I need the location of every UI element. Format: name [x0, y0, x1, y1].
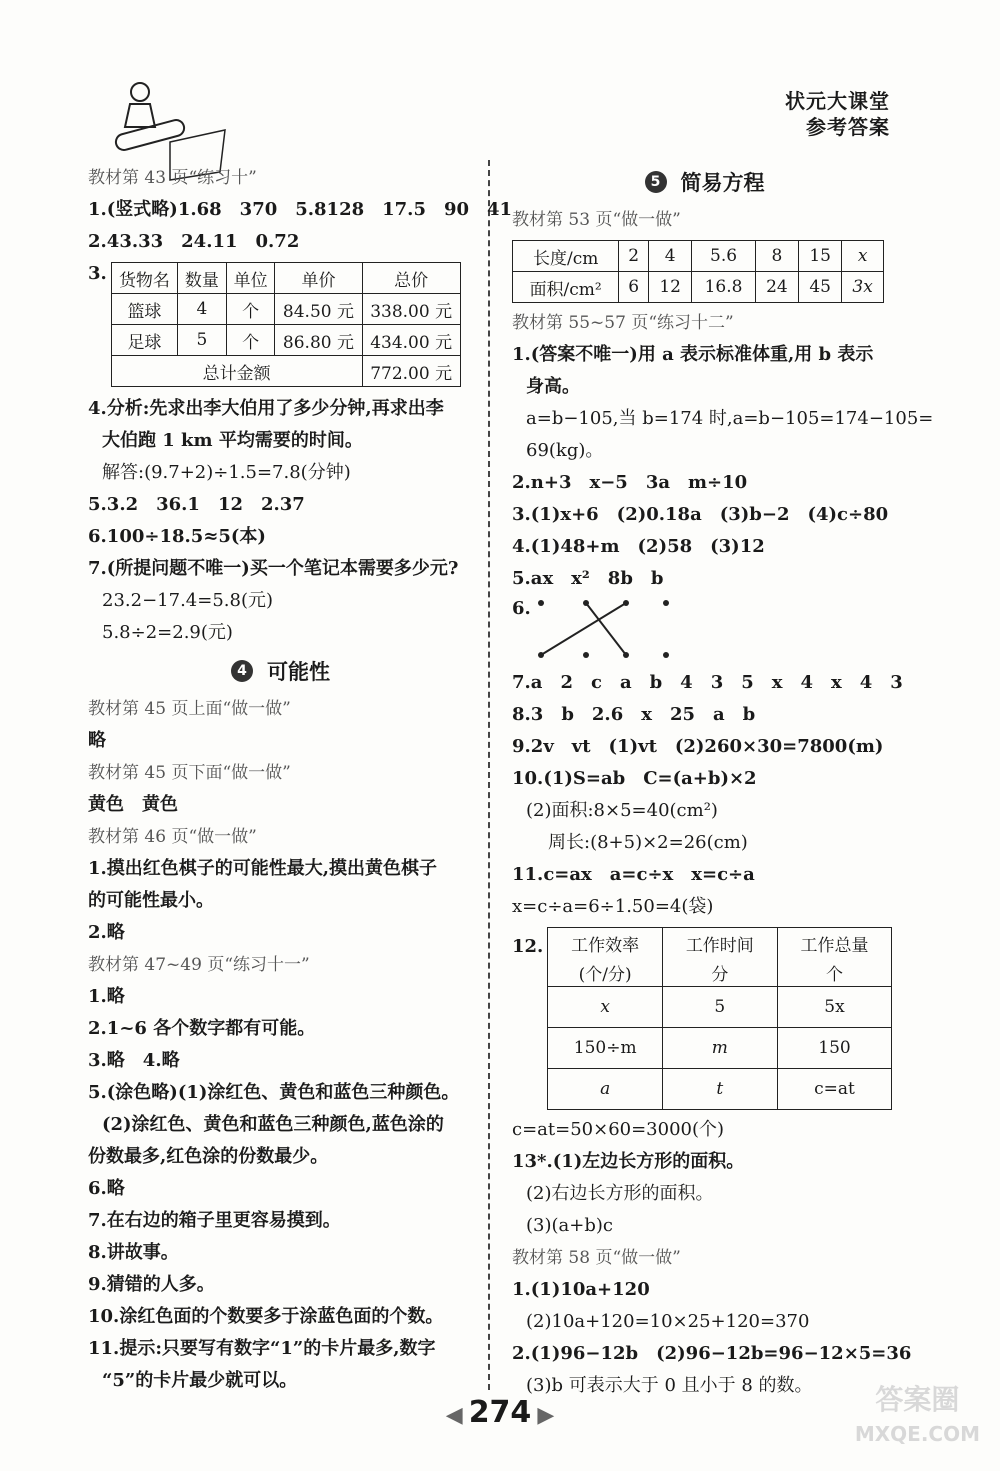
table-cell: 长度/cm — [513, 241, 619, 272]
table-header: 工作时间 — [662, 928, 777, 959]
table-header: 个 — [777, 958, 892, 987]
answer-line: 1.(1)10a+120 — [512, 1279, 650, 1300]
answer-line: 4.分析:先求出李大伯用了多少分钟,再求出李 — [88, 398, 444, 419]
page-number — [0, 1395, 1000, 1430]
answer-line: (2)面积:8×5=40(cm²) — [526, 800, 718, 821]
matching-lines-diagram — [531, 595, 691, 665]
table-cell: 个 — [226, 294, 275, 325]
answer-number: 12. — [512, 936, 544, 957]
answer-number: 6. — [512, 598, 531, 619]
source-ref: 教材第 53 页“做一做” — [512, 210, 681, 230]
table-header: 工作总量 — [777, 928, 892, 959]
left-arrow-icon: ◀ — [445, 1403, 463, 1428]
answer-line: 1.(答案不唯一)用 a 表示标准体重,用 b 表示 — [512, 344, 874, 365]
work-rate-table — [547, 927, 892, 1110]
table-cell: 4 — [178, 294, 227, 325]
left-column — [88, 162, 513, 1397]
table-header: 单位 — [226, 263, 275, 294]
answer-line: 的可能性最小。 — [88, 890, 214, 911]
table-cell: 5x — [777, 987, 892, 1028]
answer-3-table-block — [88, 262, 473, 387]
section-heading — [88, 651, 473, 691]
table-cell: 16.8 — [692, 272, 755, 303]
source-ref: 教材第 47~49 页“练习十一” — [88, 955, 310, 975]
answer-line: 3.(1)x+6 (2)0.18a (3)b−2 (4)c÷80 — [512, 504, 889, 525]
length-area-table — [512, 240, 884, 303]
answer-line: 2.(1)96−12b (2)96−12b=96−12×5=36 — [512, 1343, 912, 1364]
answer-line: 23.2−17.4=5.8(元) — [102, 590, 273, 611]
section-title: 可能性 — [267, 660, 330, 684]
answer-line: 9.2v vt (1)vt (2)260×30=7800(m) — [512, 736, 884, 757]
answer-line: 5.ax x² 8b b — [512, 568, 664, 589]
answer-line: 2.略 — [88, 922, 125, 943]
answer-line: 11.提示:只要写有数字“1”的卡片最多,数字 — [88, 1338, 436, 1359]
table-cell: 5 — [178, 325, 227, 356]
answer-line: 1.摸出红色棋子的可能性最大,摸出黄色棋子 — [88, 858, 438, 879]
section-heading — [512, 162, 897, 202]
table-cell: 434.00 元 — [362, 325, 460, 356]
goods-table — [111, 262, 461, 387]
table-cell: x — [842, 241, 884, 272]
answer-line: 6.100÷18.5≈5(本) — [88, 526, 266, 547]
table-cell: 8 — [755, 241, 798, 272]
answer-line: 8.3 b 2.6 x 25 a b — [512, 704, 756, 725]
table-header: 货物名 — [111, 263, 177, 294]
source-ref: 教材第 46 页“做一做” — [88, 827, 257, 847]
table-cell: 4 — [649, 241, 692, 272]
page-number-text: 274 — [468, 1395, 532, 1430]
source-ref: 教材第 43 页“练习十” — [88, 168, 257, 188]
table-cell: t — [662, 1069, 777, 1110]
answer-line: (2)10a+120=10×25+120=370 — [526, 1311, 810, 1332]
table-cell: 24 — [755, 272, 798, 303]
answer-line: (2)右边长方形的面积。 — [526, 1183, 714, 1204]
table-cell: 6 — [619, 272, 649, 303]
table-cell: x — [548, 987, 663, 1028]
table-cell: 面积/cm² — [513, 272, 619, 303]
table-cell: c=at — [777, 1069, 892, 1110]
table-cell: 338.00 元 — [362, 294, 460, 325]
table-header: 单价 — [275, 263, 362, 294]
answer-line: (3)(a+b)c — [526, 1215, 613, 1236]
answer-line: 10.(1)S=ab C=(a+b)×2 — [512, 768, 757, 789]
answer-line: 周长:(8+5)×2=26(cm) — [548, 832, 748, 853]
answer-line: 解答:(9.7+2)÷1.5=7.8(分钟) — [102, 462, 351, 483]
table-cell: 150÷m — [548, 1028, 663, 1069]
section-title: 简易方程 — [680, 171, 765, 195]
header-title: 状元大课堂 — [785, 89, 890, 113]
answer-line: a=b−105,当 b=174 时,a=b−105=174−105= — [526, 408, 934, 429]
source-ref: 教材第 45 页上面“做一做” — [88, 699, 291, 719]
answer-line: 7.(所提问题不唯一)买一个笔记本需要多少元? — [88, 558, 459, 579]
answer-line: 11.c=ax a=c÷x x=c÷a — [512, 864, 755, 885]
answer-line: 份数最多,红色涂的份数最少。 — [88, 1146, 329, 1167]
answer-line: 5.(涂色略)(1)涂红色、黄色和蓝色三种颜色。 — [88, 1082, 460, 1103]
answer-line: 2.1~6 各个数字都有可能。 — [88, 1018, 316, 1039]
right-arrow-icon: ▶ — [537, 1403, 555, 1428]
answer-line: 5.3.2 36.1 12 2.37 — [88, 494, 305, 515]
source-ref: 教材第 45 页下面“做一做” — [88, 763, 291, 783]
answer-line: 8.讲故事。 — [88, 1242, 179, 1263]
table-cell: 86.80 元 — [275, 325, 362, 356]
answer-line: 7.在右边的箱子里更容易摸到。 — [88, 1210, 341, 1231]
header-subtitle: 参考答案 — [806, 115, 890, 139]
answer-line: 13*.(1)左边长方形的面积。 — [512, 1151, 745, 1172]
section-number-badge: 4 — [231, 660, 253, 682]
table-cell: 45 — [799, 272, 842, 303]
table-header: 分 — [662, 958, 777, 987]
answer-line: c=at=50×60=3000(个) — [512, 1119, 725, 1140]
source-ref: 教材第 58 页“做一做” — [512, 1248, 681, 1268]
table-cell: 3x — [842, 272, 884, 303]
table-cell: 15 — [799, 241, 842, 272]
source-ref: 教材第 55~57 页“练习十二” — [512, 313, 734, 333]
watermark-line: MXQE.COM — [854, 1422, 980, 1446]
answer-line: 9.猜错的人多。 — [88, 1274, 215, 1295]
answer-line: 4.(1)48+m (2)58 (3)12 — [512, 536, 765, 557]
table-header: 数量 — [178, 263, 227, 294]
watermark-line: 答案圈 — [875, 1383, 960, 1416]
right-column — [512, 162, 934, 1402]
answer-line: (2)涂红色、黄色和蓝色三种颜色,蓝色涂的 — [102, 1114, 444, 1135]
table-header: 总价 — [362, 263, 460, 294]
table-cell: 篮球 — [111, 294, 177, 325]
answer-line: 黄色 黄色 — [88, 794, 178, 815]
answer-line: 2.43.33 24.11 0.72 — [88, 231, 300, 252]
answer-line: (3)b 可表示大于 0 且小于 8 的数。 — [526, 1375, 813, 1396]
answer-line: 1.略 — [88, 986, 125, 1007]
table-cell: 2 — [619, 241, 649, 272]
watermark — [855, 1383, 980, 1451]
answer-line: 3.略 4.略 — [88, 1050, 180, 1071]
answer-line: 69(kg)。 — [526, 440, 604, 461]
answer-line: 身高。 — [526, 376, 580, 397]
table-total-label: 总计金额 — [111, 356, 362, 387]
table-header: (个/分) — [548, 958, 663, 987]
section-number-badge: 5 — [645, 171, 667, 193]
table-cell: 12 — [649, 272, 692, 303]
table-cell: a — [548, 1069, 663, 1110]
answer-line: 略 — [88, 730, 106, 751]
table-cell: 5.6 — [692, 241, 755, 272]
book-header — [785, 88, 890, 140]
answer-line: 2.n+3 x−5 3a m÷10 — [512, 472, 748, 493]
answer-line: “5”的卡片最少就可以。 — [102, 1370, 298, 1391]
table-cell: 84.50 元 — [275, 294, 362, 325]
table-cell: 足球 — [111, 325, 177, 356]
answer-12-table-block — [512, 927, 897, 1110]
answer-6-block — [512, 595, 897, 667]
table-cell: 个 — [226, 325, 275, 356]
answer-line: 10.涂红色面的个数要多于涂蓝色面的个数。 — [88, 1306, 444, 1327]
table-header: 工作效率 — [548, 928, 663, 959]
answer-line: 5.8÷2=2.9(元) — [102, 622, 233, 643]
table-cell: 150 — [777, 1028, 892, 1069]
table-cell: 5 — [662, 987, 777, 1028]
answer-number: 3. — [88, 263, 107, 284]
table-total-value: 772.00 元 — [362, 356, 460, 387]
answer-line: 1.(竖式略)1.68 370 5.8128 17.5 90 41 — [88, 199, 513, 220]
answer-line: 大伯跑 1 km 平均需要的时间。 — [102, 430, 363, 451]
answer-line: 7.a 2 c a b 4 3 5 x 4 x 4 3 — [512, 672, 903, 693]
answer-line: x=c÷a=6÷1.50=4(袋) — [512, 896, 714, 917]
table-cell: m — [662, 1028, 777, 1069]
column-divider — [488, 160, 490, 1390]
answer-line: 6.略 — [88, 1178, 125, 1199]
